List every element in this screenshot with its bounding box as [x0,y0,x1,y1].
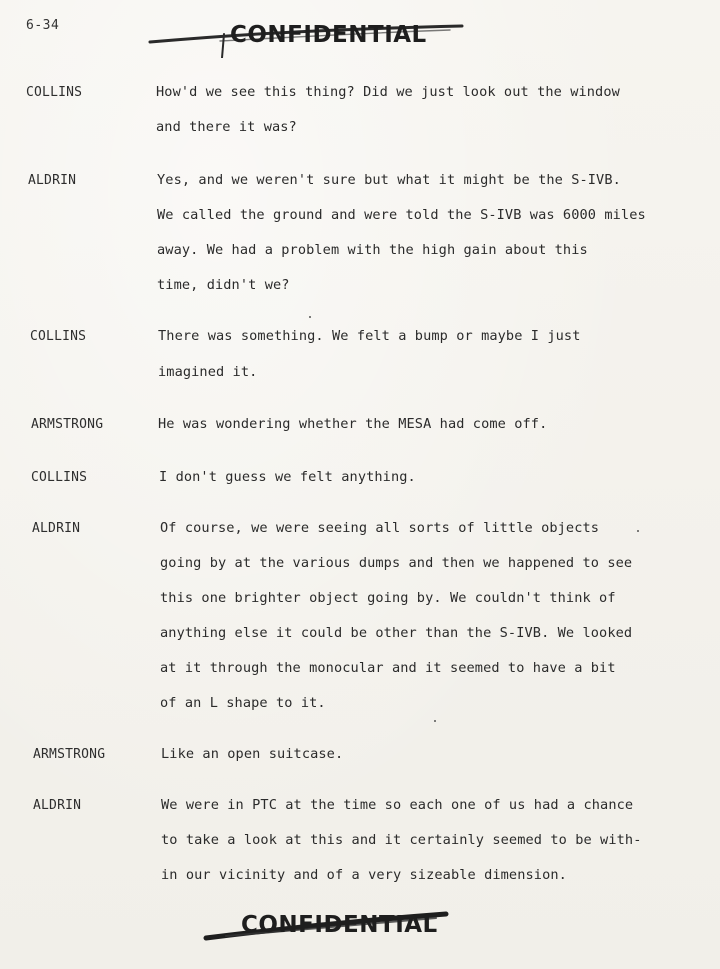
speaker-name: COLLINS [30,329,87,344]
dialogue-line: going by at the various dumps and then we happened to see [160,555,633,571]
dialogue-line: How'd we see this thing? Did we just look out the window [156,84,620,100]
dialogue-line: of an L shape to it. [160,695,326,711]
stamp-label-bottom: CONFIDENTIAL [241,912,438,938]
dialogue-line: Like an open suitcase. [161,746,344,762]
stamp-label-top: CONFIDENTIAL [230,22,427,48]
dialogue-line: Yes, and we weren't sure but what it might be the S-IVB. [157,172,621,188]
speaker-name: ARMSTRONG [31,417,104,432]
dialogue-line: We were in PTC at the time so each one of us had a chance [161,797,634,813]
speaker-name: ALDRIN [32,521,81,536]
paper-speck [637,530,639,532]
page-number: 6-34 [26,18,60,33]
paper-speck [309,316,311,318]
dialogue-line: and there it was? [156,119,297,135]
speaker-name: ALDRIN [28,173,77,188]
dialogue-line: time, didn't we? [157,277,290,293]
dialogue-line: I don't guess we felt anything. [159,469,416,485]
dialogue-line: to take a look at this and it certainly seemed to be with- [161,832,642,848]
confidential-stamp-bottom [196,904,536,948]
paper-speck [434,720,436,722]
dialogue-line: in our vicinity and of a very sizeable dimension. [161,867,567,883]
dialogue-line: imagined it. [158,364,258,380]
speaker-name: COLLINS [31,470,88,485]
speaker-name: ARMSTRONG [33,747,106,762]
dialogue-line: away. We had a problem with the high gain about this [157,242,588,258]
speaker-name: ALDRIN [33,798,82,813]
dialogue-line: this one brighter object going by. We couldn't think of [160,590,616,606]
dialogue-line: We called the ground and were told the S-IVB was 6000 miles [157,207,646,223]
speaker-name: COLLINS [26,85,83,100]
dialogue-line: at it through the monocular and it seemed to have a bit [160,660,616,676]
dialogue-line: Of course, we were seeing all sorts of little objects [160,520,600,536]
dialogue-line: He was wondering whether the MESA had come off. [158,416,548,432]
dialogue-line: There was something. We felt a bump or maybe I just [158,328,581,344]
dialogue-line: anything else it could be other than the S-IVB. We looked [160,625,633,641]
confidential-stamp-top [140,14,480,58]
